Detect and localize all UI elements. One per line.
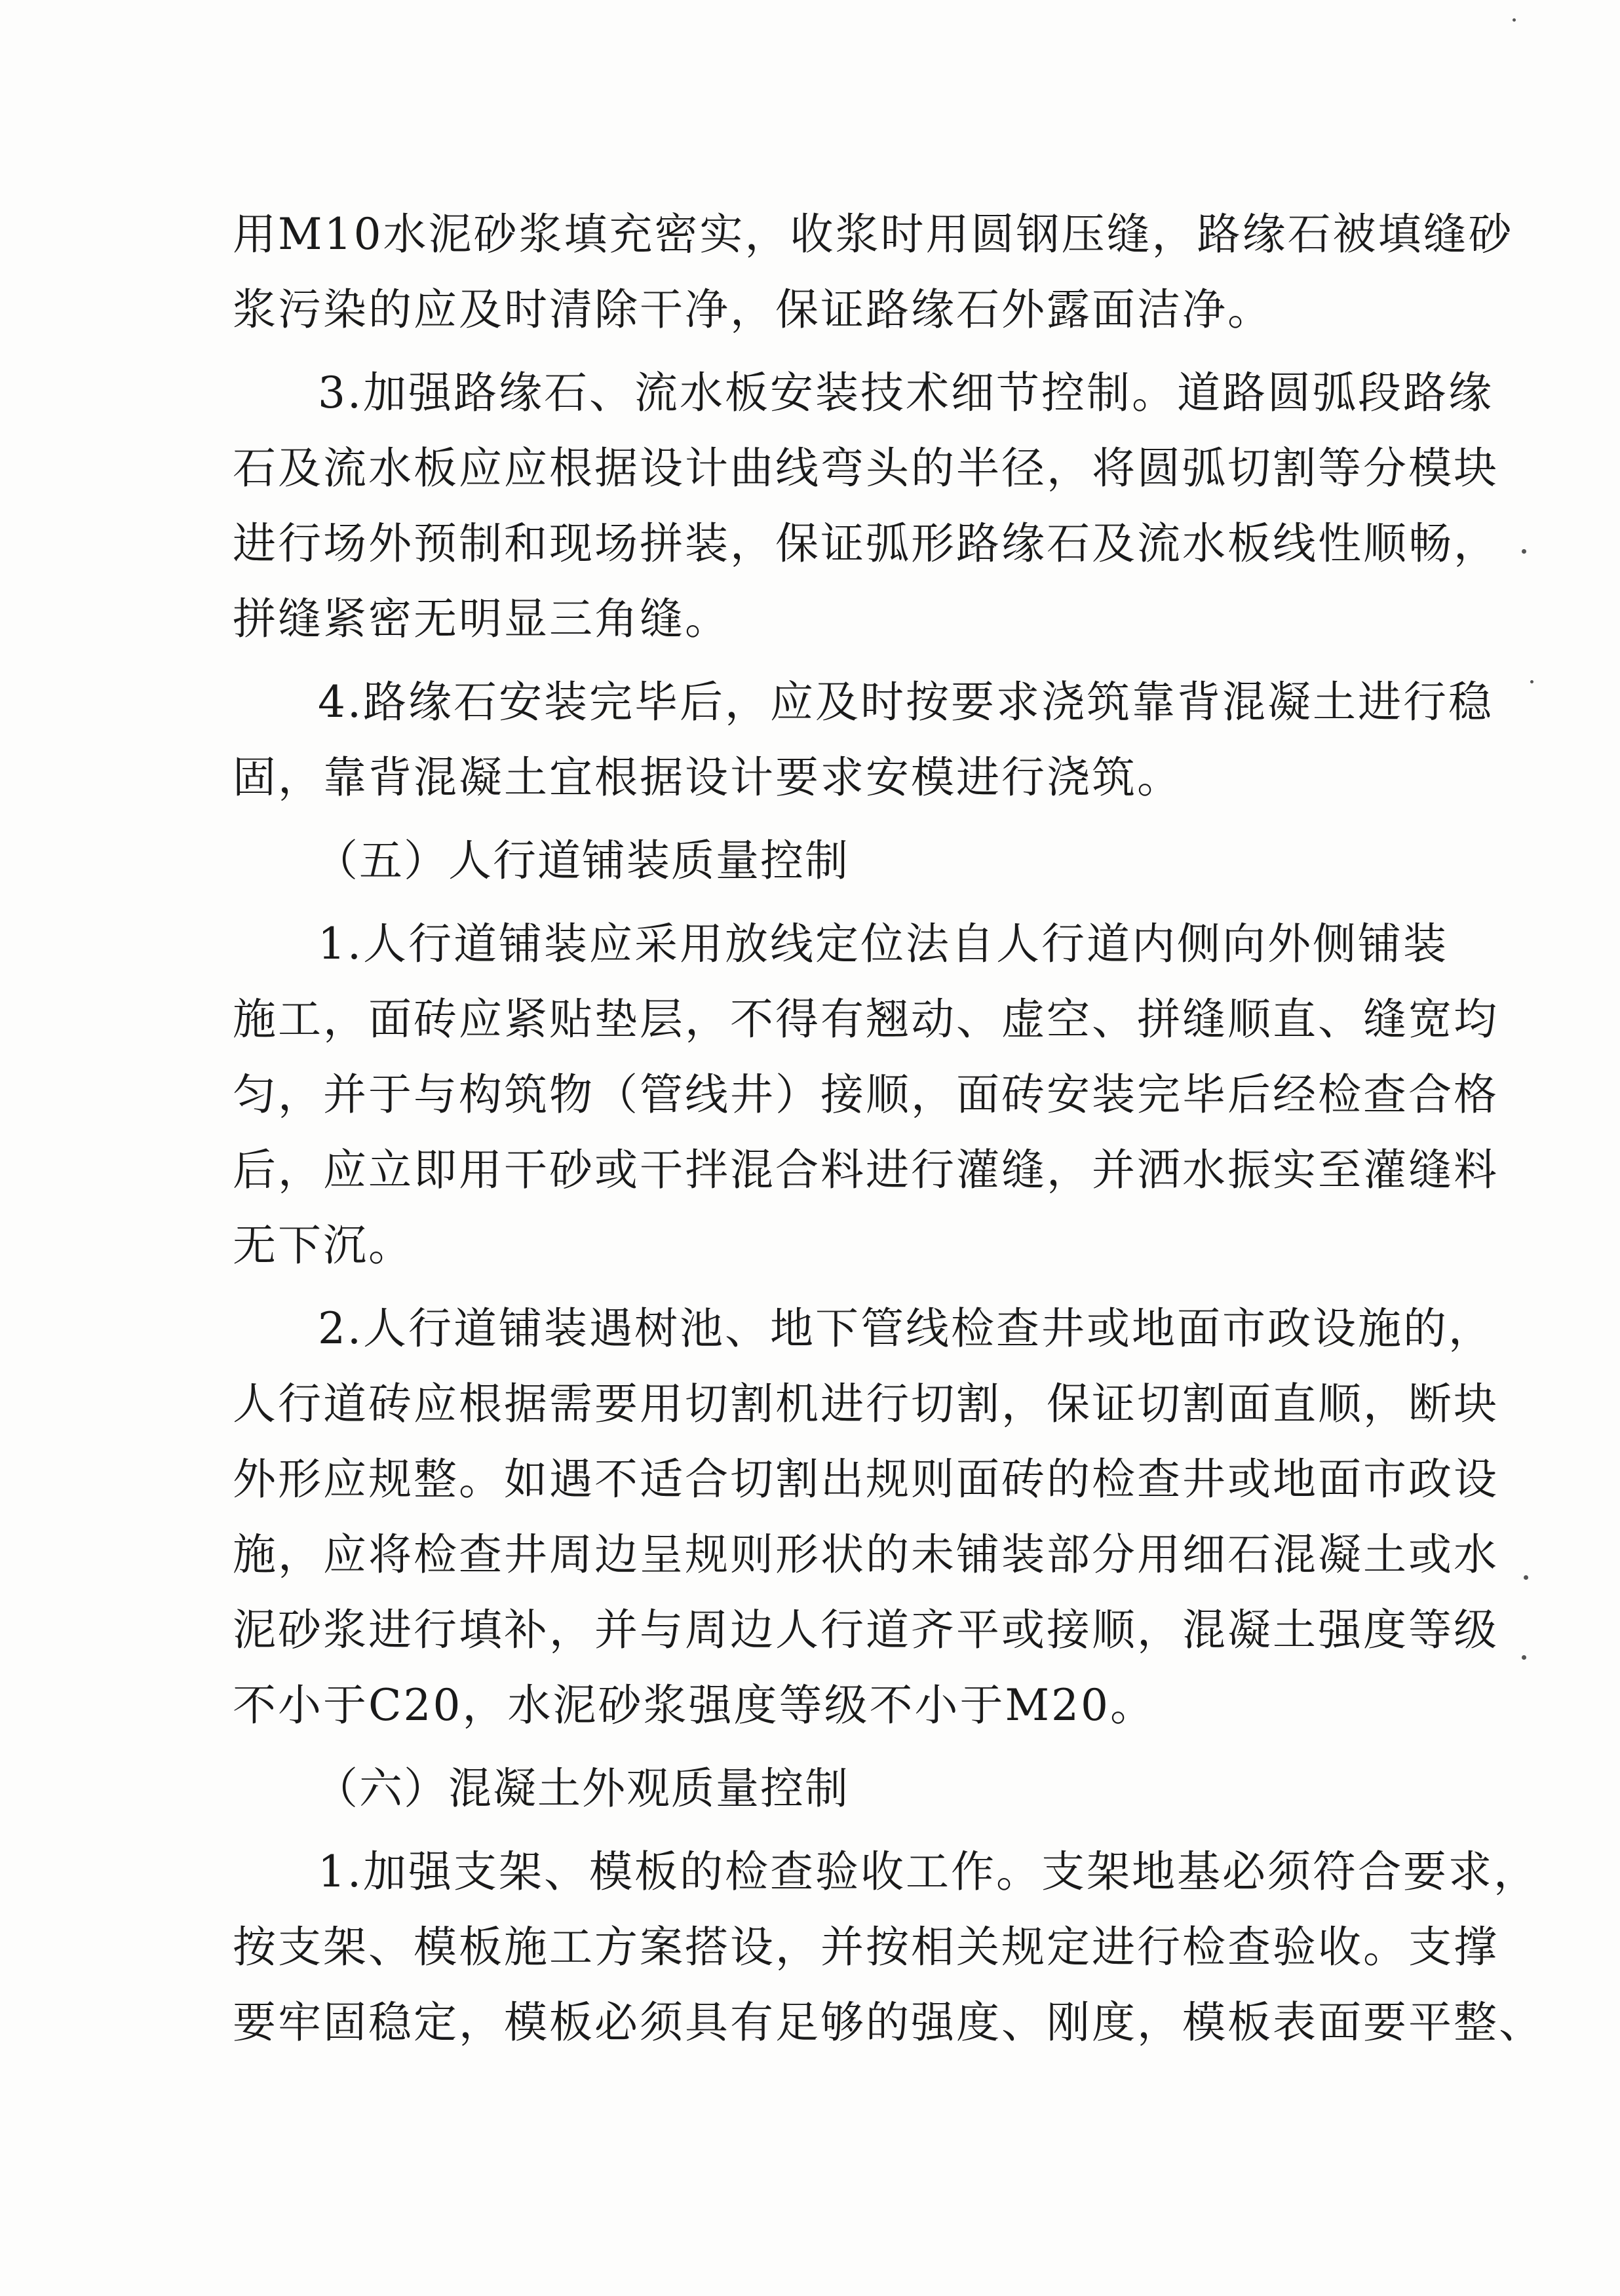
paragraph-line: 不小于C20，水泥砂浆强度等级不小于M20。: [233, 1680, 1156, 1731]
scan-speck: [1513, 18, 1516, 22]
paragraph-line: 后，应立即用干砂或干拌混合料进行灌缝，并洒水振实至灌缝料: [233, 1145, 1499, 1195]
paragraph-line: 2.人行道铺装遇树池、地下管线检查井或地面市政设施的，: [318, 1303, 1494, 1354]
scan-speck: [1524, 1575, 1528, 1580]
paragraph-line: 人行道砖应根据需要用切割机进行切割，保证切割面直顺，断块: [233, 1379, 1499, 1429]
section-heading: （六）混凝土外观质量控制: [315, 1763, 849, 1814]
scan-speck: [1522, 1655, 1526, 1660]
scan-speck: [1530, 680, 1533, 683]
paragraph-line: 外形应规整。如遇不适合切割出规则面砖的检查井或地面市政设: [233, 1454, 1499, 1504]
paragraph-line: 按支架、模板施工方案搭设，并按相关规定进行检查验收。支撑: [233, 1922, 1499, 1972]
paragraph-line: 用M10水泥砂浆填充密实，收浆时用圆钢压缝，路缘石被填缝砂: [233, 209, 1514, 259]
paragraph-line: 石及流水板应应根据设计曲线弯头的半径，将圆弧切割等分模块: [233, 443, 1499, 493]
paragraph-line: 4.路缘石安装完毕后，应及时按要求浇筑靠背混凝土进行稳: [318, 677, 1494, 727]
paragraph-line: 进行场外预制和现场拼装，保证弧形路缘石及流水板线性顺畅，: [233, 518, 1499, 569]
paragraph-line: 无下沉。: [233, 1220, 414, 1271]
scan-speck: [1522, 549, 1526, 554]
paragraph-line: 固，靠背混凝土宜根据设计要求安模进行浇筑。: [233, 752, 1182, 803]
paragraph-line: 匀，并于与构筑物（管线井）接顺，面砖安装完毕后经检查合格: [233, 1069, 1499, 1120]
paragraph-line: 浆污染的应及时清除干净，保证路缘石外露面洁净。: [233, 284, 1273, 335]
document-body: [233, 197, 1544, 2060]
paragraph-line: 3.加强路缘石、流水板安装技术细节控制。道路圆弧段路缘: [318, 368, 1494, 418]
paragraph-line: 拼缝紧密无明显三角缝。: [233, 594, 730, 644]
paragraph-line: 施，应将检查井周边呈规则形状的未铺装部分用细石混凝土或水: [233, 1529, 1499, 1580]
paragraph-line: 1.加强支架、模板的检查验收工作。支架地基必须符合要求，: [318, 1846, 1539, 1897]
paragraph-line: 泥砂浆进行填补，并与周边人行道齐平或接顺，混凝土强度等级: [233, 1605, 1499, 1655]
paragraph-line: 要牢固稳定，模板必须具有足够的强度、刚度，模板表面要平整、: [233, 1997, 1544, 2048]
section-heading: （五）人行道铺装质量控制: [315, 835, 849, 886]
paragraph-line: 施工，面砖应紧贴垫层，不得有翘动、虚空、拼缝顺直、缝宽均: [233, 994, 1499, 1044]
paragraph-line: 1.人行道铺装应采用放线定位法自人行道内侧向外侧铺装: [318, 919, 1448, 969]
